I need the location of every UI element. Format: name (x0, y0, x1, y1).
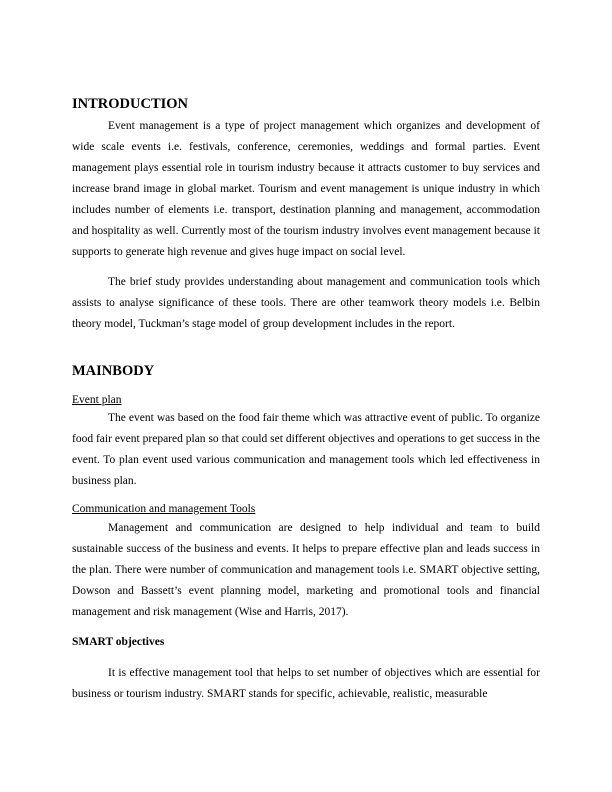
communication-tools-subheading: Communication and management Tools (72, 503, 256, 515)
mainbody-heading: MAINBODY (72, 363, 155, 379)
event-plan-paragraph: The event was based on the food fair theme which was attractive event of public. To organize food fair event prepared plan so that could set different objectives and operations to get success in the event. To plan event used various communication and management tools which led effectiveness in business plan. (72, 412, 540, 487)
communication-tools-paragraph: Management and communication are designed to help individual and team to build sustainable success of the business and events. It helps to prepare effective plan and leads success in the plan. There were number of communication and management tools i.e. SMART objective setting, Dowson and Bassett’s event planning model, marketing and promotional tools and financial management and risk management (Wise and Harris, 2017). (72, 522, 540, 618)
introduction-paragraph-1: Event management is a type of project management which organizes and development of wide scale events i.e. festivals, conference, ceremonies, weddings and formal parties. Event management plays essential role in tourism industry because it attracts customer to buy services and increase brand image in global market. Tourism and event management is unique industry in which includes number of elements i.e. transport, destination planning and management, accommodation and hospitality as well. Currently most of the tourism industry involves event management because it supports to generate high revenue and gives huge impact on social level. (72, 120, 540, 258)
smart-objectives-subheading: SMART objectives (72, 636, 165, 648)
smart-objectives-paragraph: It is effective management tool that helps to set number of objectives which are essential for business or tourism industry. SMART stands for specific, achievable, realistic, measurable (72, 667, 540, 700)
event-plan-subheading: Event plan (72, 394, 122, 406)
introduction-heading: INTRODUCTION (72, 96, 189, 112)
introduction-paragraph-2: The brief study provides understanding about management and communication tools which assists to analyse significance of these tools. There are other teamwork theory models i.e. Belbin theory model, Tuckman’s stage model of group development includes in the report. (72, 276, 540, 330)
page-content (72, 95, 540, 705)
